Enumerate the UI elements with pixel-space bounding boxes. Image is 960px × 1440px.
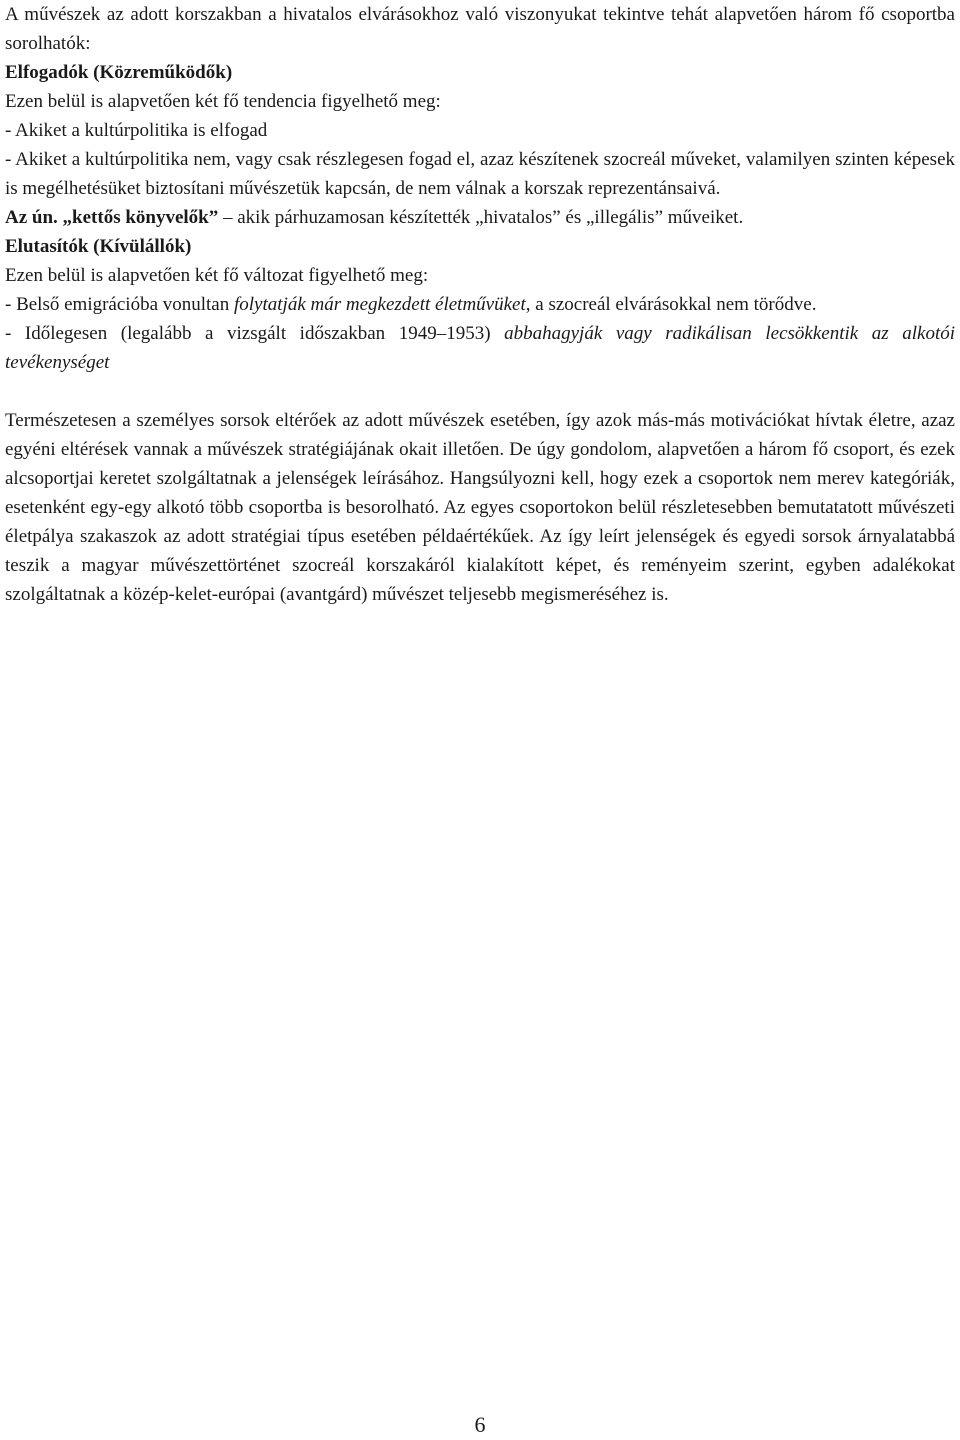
- group3-heading-text: Elutasítók (Kívülállók): [5, 236, 192, 257]
- group2-paragraph: [5, 203, 955, 232]
- group3-subintro: Ezen belül is alapvetően két fő változat figyelhető meg:: [5, 265, 429, 286]
- group3-item-1-pre: - Belső emigrációba vonultan: [5, 294, 234, 315]
- group1-heading: [5, 58, 955, 87]
- group3-item-1: [5, 290, 955, 319]
- group3-item-1-emphasis: folytatják már megkezdett életművüket: [234, 294, 526, 315]
- group3-item-2: [5, 319, 955, 377]
- group3-item-1-post: , a szocreál elvárásokkal nem törődve.: [525, 294, 817, 315]
- page-number: 6: [474, 1412, 486, 1437]
- group2-lead: Az ún. „kettős könyvelők”: [5, 207, 219, 228]
- group1-heading-text: Elfogadók (Közreműködők): [5, 62, 233, 83]
- group1-subintro: Ezen belül is alapvetően két fő tendencia figyelhető meg:: [5, 91, 441, 112]
- group1-item-2: - Akiket a kultúrpolitika nem, vagy csak részlegesen fogad el, azaz készítenek szocreál műveket, valamilyen szinten képesek is megélhetésüket biztosítani művészetük kapcsán, de nem válnak a korszak reprezentánsaivá.: [5, 149, 955, 199]
- conclusion-paragraph: Természetesen a személyes sorsok eltérőek az adott művészek esetében, így azok más-más motivációkat hívtak életre, azaz egyéni eltérések vannak a művészek stratégiájának okait illetően. De úgy gondolom, alapvetően a három fő csoport, és ezek alcsoportjai keretet szolgáltatnak a jelenségek leírásához. Hangsúlyozni kell, hogy ezek a csoportok nem merev kategóriák, esetenként egy-egy alkotó több csoportba is besorolható. Az egyes csoportokon belül részletesebben bemutatatott művészeti életpálya szakaszok az adott stratégiai típus esetében példaértékűek. Az így leírt jelenségek és egyedi sorsok árnyalatabbá teszik a magyar művészettörténet szocreál korszakáról kialakított képet, és reményeim szerint, egyben adalékokat szolgáltatnak a közép-kelet-európai (avantgárd) művészet teljesebb megismeréséhez is.: [5, 410, 955, 605]
- group1-item-1: - Akiket a kultúrpolitika is elfogad: [5, 120, 268, 141]
- group2-rest: – akik párhuzamosan készítették „hivatalos” és „illegális” műveiket.: [218, 207, 744, 228]
- group3-item-2-emphasis: abbahagyják vagy radikálisan lecsökkentik az alkotói tevékenységet: [5, 323, 956, 373]
- paragraph-gap: [5, 377, 955, 406]
- intro-paragraph: A művészek az adott korszakban a hivatalos elvárásokhoz való viszonyukat tekintve tehát alapvetően három fő csoportba sorolhatók:: [5, 4, 955, 54]
- document-page: [5, 0, 955, 609]
- group3-item-2-pre: - Időlegesen (legalább a vizsgált időszakban 1949–1953): [5, 323, 505, 344]
- group3-heading: [5, 232, 955, 261]
- document-body: [5, 0, 955, 609]
